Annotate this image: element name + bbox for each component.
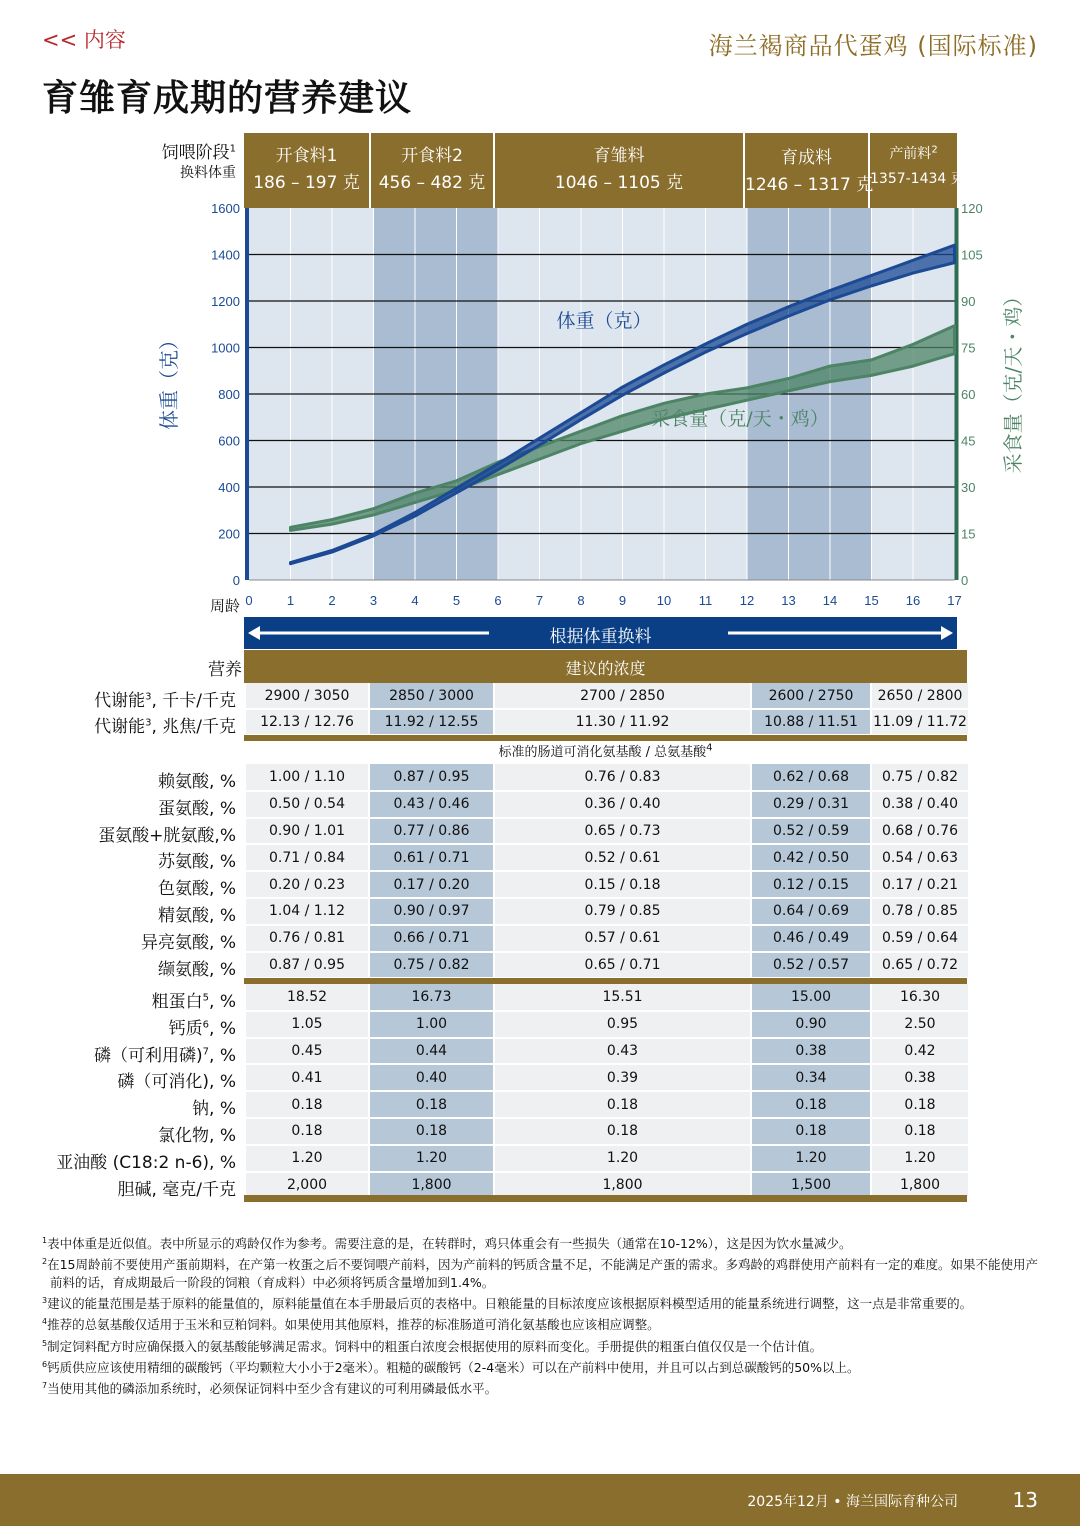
mineral-table — [244, 984, 968, 1199]
row-label: 缬氨酸, % — [158, 959, 236, 980]
table-cell: 0.36 / 0.40 — [494, 791, 751, 818]
row-label: 苏氨酸, % — [158, 852, 236, 873]
table-row — [245, 1118, 968, 1145]
table-cell: 0.52 / 0.57 — [751, 952, 871, 979]
back-to-contents-link[interactable]: << 内容 — [42, 28, 126, 52]
y-left-tick-label: 0 — [232, 573, 240, 588]
feed-intake-band-label: 采食量（克/天・鸡） — [651, 408, 829, 430]
table-cell: 11.30 / 11.92 — [494, 709, 751, 735]
table-row — [245, 1064, 968, 1091]
y-left-tick-label: 1000 — [211, 340, 240, 356]
table-cell: 15.00 — [751, 984, 871, 1011]
table-cell: 12.13 / 12.76 — [245, 709, 369, 735]
table-cell: 0.38 — [751, 1038, 871, 1065]
table-cell: 0.77 / 0.86 — [369, 818, 494, 845]
energy-table — [244, 683, 968, 736]
y-right-tick-label: 90 — [961, 294, 976, 309]
x-tick-label: 11 — [698, 593, 713, 608]
y-left-tick-label: 600 — [218, 433, 240, 449]
table-cell: 1.00 — [369, 1011, 494, 1038]
table-cell: 1.20 — [245, 1145, 369, 1172]
row-label: 色氨酸, % — [158, 879, 236, 900]
table-cell: 0.95 — [494, 1011, 751, 1038]
row-label: 氯化物, % — [158, 1126, 236, 1146]
left-axis-bar — [245, 208, 249, 580]
table-cell: 0.38 / 0.40 — [871, 791, 968, 818]
footnote: $^2$在15周龄前不要使用产蛋前期料，在产第一枚蛋之后不要饲喂产前料，因为产前料的钙质含量不足，不能满足产蛋的需求。多鸡龄的鸡群使用产前料有一定的难度。如果不能使用产前料的话，育成期最后一阶段的饲粮（育成料）中必须将钙质含量增加到1.4%。 — [42, 1257, 1039, 1291]
table-cell: 1,800 — [494, 1172, 751, 1199]
table-cell: 0.71 / 0.84 — [245, 844, 369, 871]
y-right-tick-label: 75 — [961, 340, 976, 356]
growth-chart — [0, 196, 1080, 616]
table-row — [245, 925, 968, 952]
table-cell: 0.17 / 0.21 — [871, 871, 968, 898]
table-cell: 0.15 / 0.18 — [494, 871, 751, 898]
table-cell: 15.51 — [494, 984, 751, 1011]
row-label: 蛋氨酸, % — [158, 798, 236, 819]
table-cell: 0.90 — [751, 1011, 871, 1038]
footnote: $^1$表中体重是近似值。表中所显示的鸡龄仅作为参考。需要注意的是，在转群时，鸡只体重会有一些损失（通常在10-12%），这是因为饮水量减少。 — [42, 1236, 852, 1252]
table-row — [245, 844, 968, 871]
table-cell: 16.30 — [871, 984, 968, 1011]
x-tick-label: 12 — [739, 593, 755, 608]
footnote: $^4$推荐的总氨基酸仅适用于玉米和豆粕饲料。如果使用其他原料，推荐的标准肠道可消化氨基酸也应该相应调整。 — [42, 1317, 660, 1333]
table-cell: 0.66 / 0.71 — [369, 925, 494, 952]
table-cell: 18.52 — [245, 984, 369, 1011]
table-cell: 0.18 — [494, 1091, 751, 1118]
y-left-tick-label: 1200 — [211, 294, 240, 309]
table-row — [245, 1145, 968, 1172]
table-cell: 0.52 / 0.61 — [494, 844, 751, 871]
table-row — [245, 1091, 968, 1118]
row-label: 磷（可利用磷)$^7$, % — [94, 1045, 236, 1066]
change-by-weight-label: 根据体重换料 — [549, 627, 652, 647]
table-row — [245, 1038, 968, 1065]
table-cell: 0.87 / 0.95 — [369, 764, 494, 791]
footnotes — [42, 1232, 1042, 1398]
table-cell: 0.75 / 0.82 — [369, 952, 494, 979]
feeding-stage-label: 饲喂阶段$^1$ — [161, 143, 236, 163]
table-cell: 0.50 / 0.54 — [245, 791, 369, 818]
x-axis-label: 周龄 — [209, 597, 240, 615]
table-cell: 0.39 — [494, 1064, 751, 1091]
change-by-weight-bar — [244, 617, 957, 649]
table-cell: 0.29 / 0.31 — [751, 791, 871, 818]
table-row — [245, 1011, 968, 1038]
y-right-tick-label: 15 — [961, 526, 976, 542]
recommended-concentration-bar: 建议的浓度 — [244, 650, 967, 683]
x-tick-label: 17 — [947, 593, 962, 608]
table-cell: 2850 / 3000 — [369, 683, 494, 709]
row-label: 钙质$^6$, % — [168, 1018, 236, 1039]
table-cell: 0.34 — [751, 1064, 871, 1091]
row-label: 蛋氨酸+胱氨酸,% — [98, 825, 236, 846]
table-cell: 0.87 / 0.95 — [245, 952, 369, 979]
y-left-tick-label: 1600 — [211, 201, 240, 216]
y-left-tick-label: 1400 — [211, 247, 240, 263]
table-row — [245, 818, 968, 845]
x-tick-label: 3 — [369, 593, 378, 608]
row-label: 赖氨酸, % — [158, 772, 236, 792]
table-cell: 1.00 / 1.10 — [245, 764, 369, 791]
row-label: 钠, % — [192, 1099, 236, 1120]
table-cell: 0.59 / 0.64 — [871, 925, 968, 952]
table-cell: 0.43 / 0.46 — [369, 791, 494, 818]
table-cell: 0.18 — [369, 1091, 494, 1118]
change-weight-label: 换料体重 — [180, 165, 236, 181]
stage-prelay: 产前料$^2$ 1357-1434 克 — [868, 133, 957, 208]
table-cell: 2650 / 2800 — [871, 683, 968, 709]
x-tick-label: 0 — [245, 593, 253, 608]
table-cell: 2.50 — [871, 1011, 968, 1038]
row-label: 磷（可消化), % — [117, 1072, 236, 1093]
x-tick-label: 10 — [656, 593, 672, 608]
table-cell: 0.61 / 0.71 — [369, 844, 494, 871]
table-cell: 1.20 — [494, 1145, 751, 1172]
table-cell: 0.41 — [245, 1064, 369, 1091]
body-weight-band-label: 体重（克） — [556, 310, 652, 332]
x-tick-label: 7 — [535, 593, 544, 608]
y-right-tick-label: 120 — [961, 201, 983, 216]
table-cell: 2700 / 2850 — [494, 683, 751, 709]
table-cell: 0.79 / 0.85 — [494, 898, 751, 925]
footnote: $^3$建议的能量范围是基于原料的能量值的，原料能量值在本手册最后页的表格中。日粮能量的目标浓度应该根据原料模型适用的能量系统进行调整，这一点是非常重要的。 — [42, 1296, 973, 1312]
table-cell: 0.42 / 0.50 — [751, 844, 871, 871]
table-cell: 0.65 / 0.71 — [494, 952, 751, 979]
table-cell: 0.18 — [245, 1118, 369, 1145]
x-tick-label: 14 — [822, 593, 838, 608]
table-cell: 0.18 — [751, 1118, 871, 1145]
y-left-axis-label: 体重（克） — [157, 330, 181, 430]
table-cell: 0.76 / 0.81 — [245, 925, 369, 952]
table-cell: 2,000 — [245, 1172, 369, 1199]
page-title: 育雏育成期的营养建议 — [42, 78, 413, 119]
table-row — [245, 709, 968, 735]
y-left-tick-label: 800 — [218, 387, 240, 402]
x-tick-label: 15 — [864, 593, 879, 608]
amino-acid-table — [244, 764, 968, 979]
table-cell: 2600 / 2750 — [751, 683, 871, 709]
table-cell: 0.18 — [751, 1091, 871, 1118]
table-cell: 16.73 — [369, 984, 494, 1011]
stage-starter-2: 开食料2 456 – 482 克 — [369, 133, 493, 208]
table-cell: 0.54 / 0.63 — [871, 844, 968, 871]
row-label: 胆碱, 毫克/千克 — [117, 1179, 236, 1200]
row-label: 代谢能$^3$, 千卡/千克 — [94, 691, 236, 711]
table-cell: 1.20 — [751, 1145, 871, 1172]
page-number: 13 — [1012, 1488, 1038, 1512]
page-footer — [0, 1474, 1080, 1526]
table-row — [245, 683, 968, 709]
table-cell: 1,800 — [871, 1172, 968, 1199]
row-label: 代谢能$^3$, 兆焦/千克 — [94, 717, 236, 737]
table-cell: 0.52 / 0.59 — [751, 818, 871, 845]
table-cell: 0.68 / 0.76 — [871, 818, 968, 845]
row-label: 亚油酸 (C18:2 n-6), % — [56, 1152, 236, 1173]
table-cell: 0.20 / 0.23 — [245, 871, 369, 898]
y-right-tick-label: 0 — [961, 573, 969, 588]
row-label: 异亮氨酸, % — [141, 932, 236, 953]
table-cell: 10.88 / 11.51 — [751, 709, 871, 735]
table-cell: 0.18 — [369, 1118, 494, 1145]
x-tick-label: 8 — [577, 593, 585, 608]
x-tick-label: 4 — [411, 593, 419, 608]
y-right-axis-label: 采食量（克/天・鸡） — [1001, 286, 1025, 474]
table-cell: 11.92 / 12.55 — [369, 709, 494, 735]
table-cell: 0.78 / 0.85 — [871, 898, 968, 925]
table-row — [245, 764, 968, 791]
table-cell: 0.46 / 0.49 — [751, 925, 871, 952]
table-cell: 0.40 — [369, 1064, 494, 1091]
row-label: 精氨酸, % — [158, 906, 236, 926]
table-cell: 0.75 / 0.82 — [871, 764, 968, 791]
table-cell: 0.18 — [871, 1091, 968, 1118]
stage-grower: 育成料 1246 – 1317 克 — [743, 133, 868, 208]
footnote: $^7$当使用其他的磷添加系统时，必须保证饲料中至少含有建议的可利用磷最低水平。 — [42, 1380, 498, 1397]
table-cell: 0.12 / 0.15 — [751, 871, 871, 898]
x-tick-label: 9 — [618, 593, 627, 608]
y-right-tick-label: 30 — [961, 480, 976, 495]
table-cell: 2900 / 3050 — [245, 683, 369, 709]
stage-starter-1: 开食料1 186 – 197 克 — [253, 146, 360, 193]
table-cell: 1.04 / 1.12 — [245, 898, 369, 925]
table-row — [245, 871, 968, 898]
table-cell: 1.05 — [245, 1011, 369, 1038]
table-cell: 0.64 / 0.69 — [751, 898, 871, 925]
table-cell: 11.09 / 11.72 — [871, 709, 968, 735]
table-cell: 1.20 — [369, 1145, 494, 1172]
x-tick-label: 1 — [286, 593, 295, 608]
document-header-title: 海兰褐商品代蛋鸡 (国际标准) — [708, 32, 1038, 60]
table-cell: 0.65 / 0.72 — [871, 952, 968, 979]
table-cell: 0.42 — [871, 1038, 968, 1065]
table-row — [245, 791, 968, 818]
x-tick-label: 13 — [781, 593, 796, 608]
x-tick-label: 6 — [494, 593, 502, 608]
x-tick-label: 5 — [452, 593, 461, 608]
table-cell: 1,800 — [369, 1172, 494, 1199]
table-cell: 0.57 / 0.61 — [494, 925, 751, 952]
y-right-tick-label: 60 — [961, 387, 976, 402]
table-cell: 0.18 — [871, 1118, 968, 1145]
y-right-tick-label: 45 — [961, 433, 976, 449]
table-cell: 0.76 / 0.83 — [494, 764, 751, 791]
table-cell: 0.17 / 0.20 — [369, 871, 494, 898]
table-cell: 0.18 — [245, 1091, 369, 1118]
table-cell: 0.43 — [494, 1038, 751, 1065]
table-cell: 0.38 — [871, 1064, 968, 1091]
table-cell: 0.90 / 0.97 — [369, 898, 494, 925]
table-row — [245, 898, 968, 925]
divider — [244, 1195, 967, 1202]
table-cell: 0.45 — [245, 1038, 369, 1065]
footnote: $^5$制定饲料配方时应确保摄入的氨基酸能够满足需求。饲料中的粗蛋白浓度会根据使用的原料而变化。手册提供的粗蛋白值仅仅是一个估计值。 — [42, 1338, 823, 1354]
table-cell: 0.90 / 1.01 — [245, 818, 369, 845]
x-tick-label: 16 — [905, 593, 921, 608]
y-right-tick-label: 105 — [961, 247, 983, 263]
table-cell: 0.44 — [369, 1038, 494, 1065]
table-cell: 0.18 — [494, 1118, 751, 1145]
table-cell: 0.65 / 0.73 — [494, 818, 751, 845]
table-cell: 1.20 — [871, 1145, 968, 1172]
row-label: 粗蛋白$^5$, % — [151, 992, 236, 1012]
table-cell: 1,500 — [751, 1172, 871, 1199]
footnote: $^6$钙质供应应该使用精细的碳酸钙（平均颗粒大小小于2毫米）。粗糙的碳酸钙（2-4毫米）可以在产前料中使用，并且可以占到总碳酸钙的50%以上。 — [42, 1359, 860, 1375]
nutrient-column-label: 营养 — [208, 660, 242, 680]
table-cell: 0.62 / 0.68 — [751, 764, 871, 791]
y-left-tick-label: 200 — [218, 526, 240, 542]
table-row — [245, 952, 968, 979]
x-tick-label: 2 — [328, 593, 336, 608]
y-left-tick-label: 400 — [218, 480, 240, 495]
footer-date-company: 2025年12月 • 海兰国际育种公司 — [747, 1494, 958, 1510]
amino-acid-header: 标准的肠道可消化氨基酸 / 总氨基酸$^4$ — [498, 742, 713, 760]
table-row — [245, 984, 968, 1011]
stage-brooding: 育雏料 1046 – 1105 克 — [493, 133, 743, 208]
